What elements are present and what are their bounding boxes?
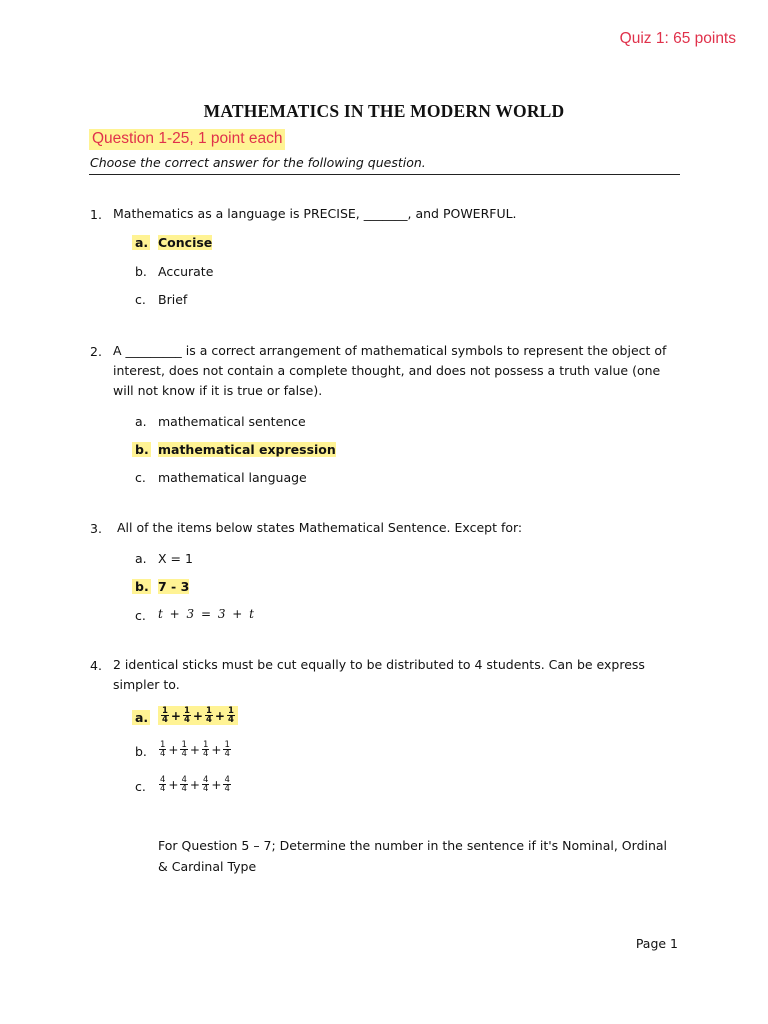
option-letter xyxy=(135,579,151,594)
fraction xyxy=(202,776,209,793)
plus-sign: + xyxy=(211,742,222,757)
numerator: 4 xyxy=(160,775,166,785)
fraction xyxy=(202,741,209,758)
fraction xyxy=(161,707,169,724)
fraction xyxy=(159,776,166,793)
question-number: 4. xyxy=(90,658,102,673)
numerator: 1 xyxy=(183,706,190,716)
denominator: 4 xyxy=(160,749,166,759)
numerator: 1 xyxy=(181,740,187,750)
question-number: 1. xyxy=(90,207,102,222)
fraction xyxy=(223,776,230,793)
question-number: 2. xyxy=(90,344,102,359)
option-brief: Brief xyxy=(158,292,188,307)
plus-sign: + xyxy=(168,742,179,757)
note-questions-5-7: For Question 5 – 7; Determine the number in the sentence if it's Nominal, Ordinal & Cardinal Type xyxy=(158,838,668,874)
numerator: 4 xyxy=(224,775,230,785)
denominator: 4 xyxy=(160,784,166,794)
numerator: 1 xyxy=(227,706,234,716)
option-text xyxy=(158,442,336,457)
option-letter-b: b. xyxy=(135,264,147,279)
plus-sign: + xyxy=(168,777,179,792)
page-number: Page 1 xyxy=(635,936,678,951)
option-letter xyxy=(135,710,150,725)
denominator: 4 xyxy=(205,715,212,725)
option-letter xyxy=(135,442,151,457)
numerator: 4 xyxy=(181,775,187,785)
option-letter-b: b. xyxy=(132,442,151,457)
option-x-equals-1: X = 1 xyxy=(158,551,193,566)
denominator: 4 xyxy=(224,749,230,759)
option-letter-a: a. xyxy=(132,710,150,725)
question-text: A _________ is a correct arrangement of mathematical symbols to represent the object of interest, does not contain a complete thought, and does not possess a truth value (one will not know if it is true or false). xyxy=(113,343,667,398)
plus-sign: + xyxy=(170,708,181,723)
numerator: 1 xyxy=(224,740,230,750)
denominator: 4 xyxy=(183,715,190,725)
fraction xyxy=(227,707,235,724)
option-text xyxy=(158,579,189,594)
denominator: 4 xyxy=(224,784,230,794)
fraction xyxy=(180,741,187,758)
option-fraction-sum-b xyxy=(158,741,232,758)
fraction xyxy=(205,707,213,724)
plus-sign: + xyxy=(192,708,203,723)
denominator: 4 xyxy=(181,784,187,794)
answer-concise: Concise xyxy=(158,235,213,250)
option-text xyxy=(158,235,212,250)
option-letter-b: b. xyxy=(135,744,147,759)
option-letter-c: c. xyxy=(135,779,146,794)
plus-sign: + xyxy=(211,777,222,792)
fraction xyxy=(183,707,191,724)
numerator: 1 xyxy=(160,740,166,750)
option-letter-a: a. xyxy=(132,235,150,250)
numerator: 1 xyxy=(202,740,209,750)
answer-fraction-sum-a xyxy=(158,706,238,725)
option-accurate: Accurate xyxy=(158,264,214,279)
option-letter-c: c. xyxy=(135,608,146,623)
answer-7-minus-3: 7 - 3 xyxy=(158,579,190,594)
page-title: MATHEMATICS IN THE MODERN WORLD xyxy=(203,101,565,121)
plus-sign: + xyxy=(189,742,200,757)
denominator: 4 xyxy=(227,715,234,725)
question-number: 3. xyxy=(90,521,102,536)
denominator: 4 xyxy=(202,749,209,759)
denominator: 4 xyxy=(162,715,168,725)
option-letter-c: c. xyxy=(135,470,146,485)
question-text: All of the items below states Mathematical Sentence. Except for: xyxy=(113,520,523,535)
numerator: 4 xyxy=(202,775,209,785)
section-divider xyxy=(89,174,680,175)
denominator: 4 xyxy=(202,784,209,794)
option-t-plus-3: t + 3 = 3 + t xyxy=(158,607,254,621)
plus-sign: + xyxy=(189,777,200,792)
section-label: Question 1-25, 1 point each xyxy=(89,129,285,150)
numerator: 1 xyxy=(162,706,168,716)
option-mathematical-language: mathematical language xyxy=(158,470,307,485)
question-text: 2 identical sticks must be cut equally to be distributed to 4 students. Can be express simpler to. xyxy=(113,657,645,692)
option-fraction-sum-c xyxy=(158,776,232,793)
numerator: 1 xyxy=(205,706,212,716)
plus-sign: + xyxy=(214,708,225,723)
option-letter-c: c. xyxy=(135,292,146,307)
option-letter-a: a. xyxy=(135,414,147,429)
answer-mathematical-expression: mathematical expression xyxy=(158,442,336,457)
instructions-text: Choose the correct answer for the following question. xyxy=(90,155,426,170)
denominator: 4 xyxy=(181,749,187,759)
quiz-points-label: Quiz 1: 65 points xyxy=(619,30,736,47)
fraction xyxy=(223,741,230,758)
fraction xyxy=(180,776,187,793)
fraction xyxy=(159,741,166,758)
option-letter-b: b. xyxy=(132,579,151,594)
option-letter-a: a. xyxy=(135,551,147,566)
question-text: Mathematics as a language is PRECISE, _______, and POWERFUL. xyxy=(113,206,517,221)
option-mathematical-sentence: mathematical sentence xyxy=(158,414,306,429)
option-letter xyxy=(135,235,150,250)
